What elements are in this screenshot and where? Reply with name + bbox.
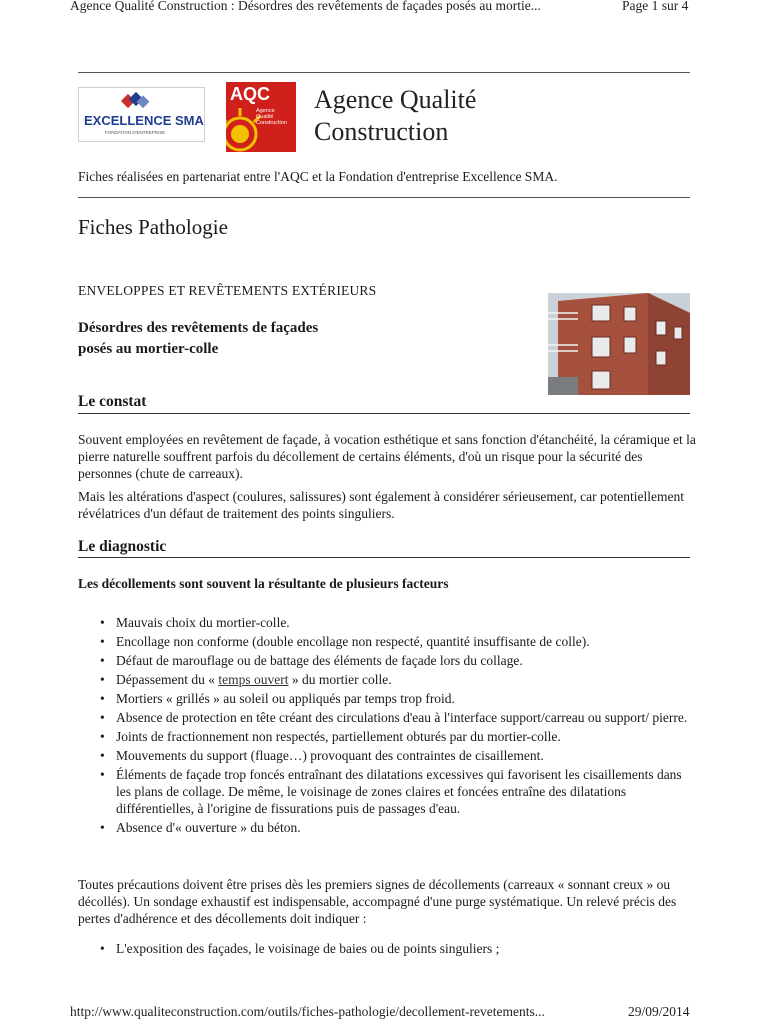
list-item: • Mauvais choix du mortier-colle.: [100, 615, 290, 630]
list-item: • Mortiers « grillés » au soleil ou appliqués par temps trop froid.: [100, 691, 455, 706]
article-title: [78, 318, 398, 360]
aqc-logo[interactable]: [226, 82, 296, 152]
section-rule-constat: [78, 413, 690, 414]
facade-photo: [548, 293, 690, 395]
list-item: • L'exposition des façades, le voisinage de baies ou de points singuliers ;: [100, 941, 500, 956]
print-footer-date: 29/09/2014: [628, 1004, 690, 1019]
list-item: • Mouvements du support (fluage…) provoquant des contraintes de cisaillement.: [100, 748, 544, 763]
list-item: • Absence de protection en tête créant des circulations d'eau à l'interface support/carreau ou support/ pierre.: [100, 710, 688, 725]
section-title-diagnostic: Le diagnostic: [78, 538, 167, 555]
page-title: Fiches Pathologie: [78, 215, 228, 239]
article-title-line2: posés au mortier-colle: [78, 341, 219, 357]
list-item: • Défaut de marouflage ou de battage des éléments de façade lors du collage.: [100, 653, 523, 668]
sma-logo-text: EXCELLENCE SMA: [84, 113, 204, 128]
sma-logo-subtext: FONDATION D'ENTREPRISE: [105, 130, 166, 135]
print-footer-url: http://www.qualiteconstruction.com/outils/fiches-pathologie/decollement-revetements...: [70, 1004, 545, 1019]
org-name: [314, 84, 476, 148]
partner-divider: [78, 197, 690, 198]
list-item: • Joints de fractionnement non respectés, partiellement obturés par du mortier-colle.: [100, 729, 561, 744]
print-header-page: Page 1 sur 4: [622, 0, 689, 13]
aqc-subtext-1: Agence: [256, 108, 275, 114]
top-divider: [78, 72, 690, 73]
constat-paragraph-2: Mais les altérations d'aspect (coulures, salissures) sont également à considérer sérieusement, car potentiellement révélatrices d'un défaut de traitement des points singuliers.: [78, 489, 684, 521]
section-rule-diagnostic: [78, 557, 690, 558]
print-header-title: Agence Qualité Construction : Désordres des revêtements de façades posés au mortie...: [70, 0, 541, 13]
constat-paragraph-1: Souvent employées en revêtement de façade, à vocation esthétique et sans fonction d'étanchéité, la céramique et la pierre naturelle souffrent parfois du décollement de certains éléments, d'où un risque pour la sécurité des personnes (chute de carreaux).: [78, 432, 696, 481]
org-name-line2: Construction: [314, 117, 449, 146]
category-label: ENVELOPPES ET REVÊTEMENTS EXTÉRIEURS: [78, 283, 377, 298]
diagnostic-bullet-list-2: [100, 940, 690, 959]
aqc-logo-text: AQC: [230, 84, 270, 104]
list-item: • Encollage non conforme (double encollage non respecté, quantité insuffisante de colle).: [100, 634, 590, 649]
aqc-subtext-3: Construction: [256, 120, 287, 126]
excellence-sma-logo[interactable]: [78, 87, 205, 142]
aqc-subtext-2: Qualité: [256, 114, 274, 120]
diagnostic-bullet-list: [100, 614, 690, 838]
list-item: • Éléments de façade trop foncés entraînant des dilatations excessives qui favorisent les cisaillements dans les plans de collage. De même, le voisinage de zones claires et foncées entraîne des dilatations différentielles, à l'origine de fissurations puis de passages d'eau.: [100, 767, 682, 816]
diagnostic-subhead: Les décollements sont souvent la résultante de plusieurs facteurs: [78, 576, 449, 591]
partner-text: Fiches réalisées en partenariat entre l'AQC et la Fondation d'entreprise Excellence SMA.: [78, 169, 558, 184]
org-name-line1: Agence Qualité: [314, 85, 477, 114]
list-item: • Dépassement du « temps ouvert » du mortier colle.: [100, 672, 392, 687]
temps-ouvert-link[interactable]: temps ouvert: [218, 672, 289, 687]
section-title-constat: Le constat: [78, 393, 147, 410]
article-title-line1: Désordres des revêtements de façades: [78, 320, 319, 336]
diagnostic-paragraph: Toutes précautions doivent être prises dès les premiers signes de décollements (carreaux « sonnant creux » ou décollés). Un sondage exhaustif est indispensable, accompagné d'une purge systématique. Un relevé précis des pertes d'adhérence et des décollements doit indiquer :: [78, 877, 677, 926]
list-item: • Absence d'« ouverture » du béton.: [100, 820, 301, 835]
